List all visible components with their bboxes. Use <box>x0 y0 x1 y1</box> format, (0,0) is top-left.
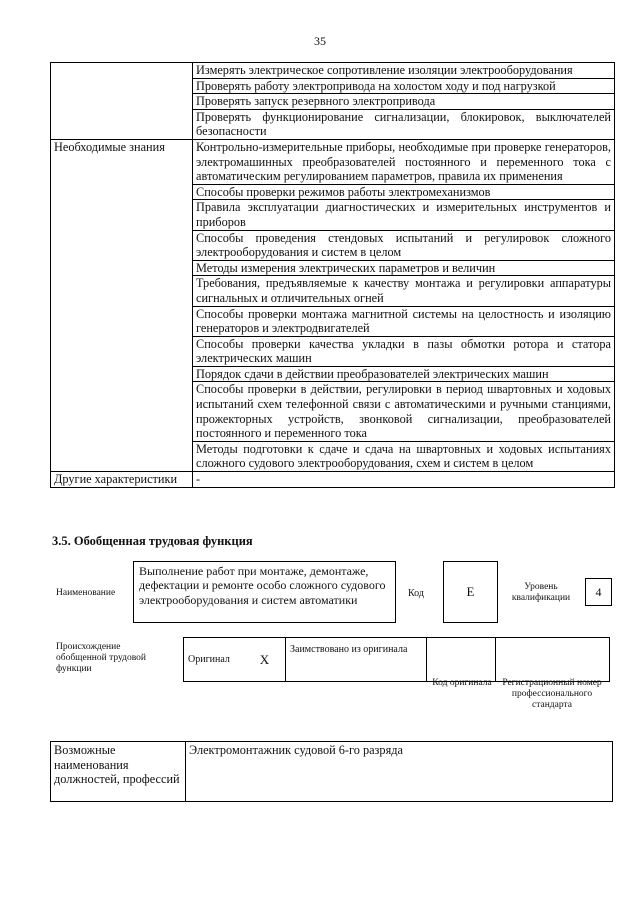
item-cell: Требования, предъявляемые к качеству монтажа и регулировки аппаратуры сигнальных и отличительных огней <box>193 276 615 306</box>
original-label: Оригинал <box>184 638 245 682</box>
name-label: Наименование <box>56 588 116 598</box>
borrowed-label: Заимствовано из оригинала <box>286 638 427 682</box>
original-mark: X <box>244 638 286 682</box>
table-row <box>51 63 615 79</box>
function-code-box: E <box>443 561 498 623</box>
category-cell <box>51 63 193 140</box>
item-cell: Проверять работу электропривода на холостом ходу и под нагрузкой <box>193 78 615 94</box>
item-cell: Измерять электрическое сопротивление изоляции электрооборудования <box>193 63 615 79</box>
table-row <box>51 139 615 184</box>
page-number: 35 <box>314 34 326 48</box>
qualification-level-label: Уровень квалификации <box>511 582 571 603</box>
registration-number-cell <box>496 638 610 682</box>
function-name-box: Выполнение работ при монтаже, демонтаже, дефектации и ремонте особо сложного судового электрооборудования и систем автоматики <box>133 561 396 623</box>
origin-table <box>183 637 610 682</box>
code-original-label: Код оригинала <box>432 678 492 688</box>
item-cell: Проверять запуск резервного электропривода <box>193 94 615 110</box>
skills-knowledge-table <box>50 62 615 488</box>
code-label: Код <box>408 588 424 599</box>
item-cell: Проверять функционирование сигнализации, блокировок, выключателей безопасности <box>193 109 615 139</box>
category-cell: Необходимые знания <box>51 139 193 471</box>
item-cell: - <box>193 472 615 488</box>
category-cell: Другие характеристики <box>51 472 193 488</box>
item-cell: Способы проверки качества укладки в пазы обмотки ротора и статора электрических машин <box>193 336 615 366</box>
section-title: 3.5. Обобщенная трудовая функция <box>52 534 253 548</box>
item-cell: Порядок сдачи в действии преобразователей электрических машин <box>193 366 615 382</box>
code-original-cell <box>427 638 496 682</box>
positions-value: Электромонтажник судовой 6-го разряда <box>186 742 613 802</box>
item-cell: Способы проведения стендовых испытаний и регулировок сложного электрооборудования и систем в целом <box>193 230 615 260</box>
origin-label: Происхождение обобщенной трудовой функции <box>56 642 146 674</box>
table-row <box>51 472 615 488</box>
registration-number-label: Регистрационный номер профессионального стандарта <box>502 678 602 710</box>
item-cell: Способы проверки монтажа магнитной системы на целостность и изоляцию генераторов и электродвигателей <box>193 306 615 336</box>
item-cell: Методы подготовки к сдаче и сдача на швартовных и ходовых испытаниях сложного судового электрооборудования, схем и систем в целом <box>193 441 615 471</box>
qualification-level-box: 4 <box>585 578 612 606</box>
item-cell: Способы проверки режимов работы электромеханизмов <box>193 184 615 200</box>
positions-table <box>50 741 613 802</box>
item-cell: Контрольно-измерительные приборы, необходимые при проверке генераторов, электромашинных преобразователей постоянного и переменного тока с автоматическим регулированием параметров, правила их применения <box>193 139 615 184</box>
item-cell: Правила эксплуатации диагностических и измерительных инструментов и приборов <box>193 200 615 230</box>
item-cell: Способы проверки в действии, регулировки в период швартовных и ходовых испытаний схем телефонной связи с автоматическими и ручными станциями, прожекторных устройств, звонковой сигнализации, преобразователей постоянного и переменного тока <box>193 382 615 441</box>
item-cell: Методы измерения электрических параметров и величин <box>193 260 615 276</box>
positions-label: Возможные наименования должностей, профессий <box>51 742 186 802</box>
